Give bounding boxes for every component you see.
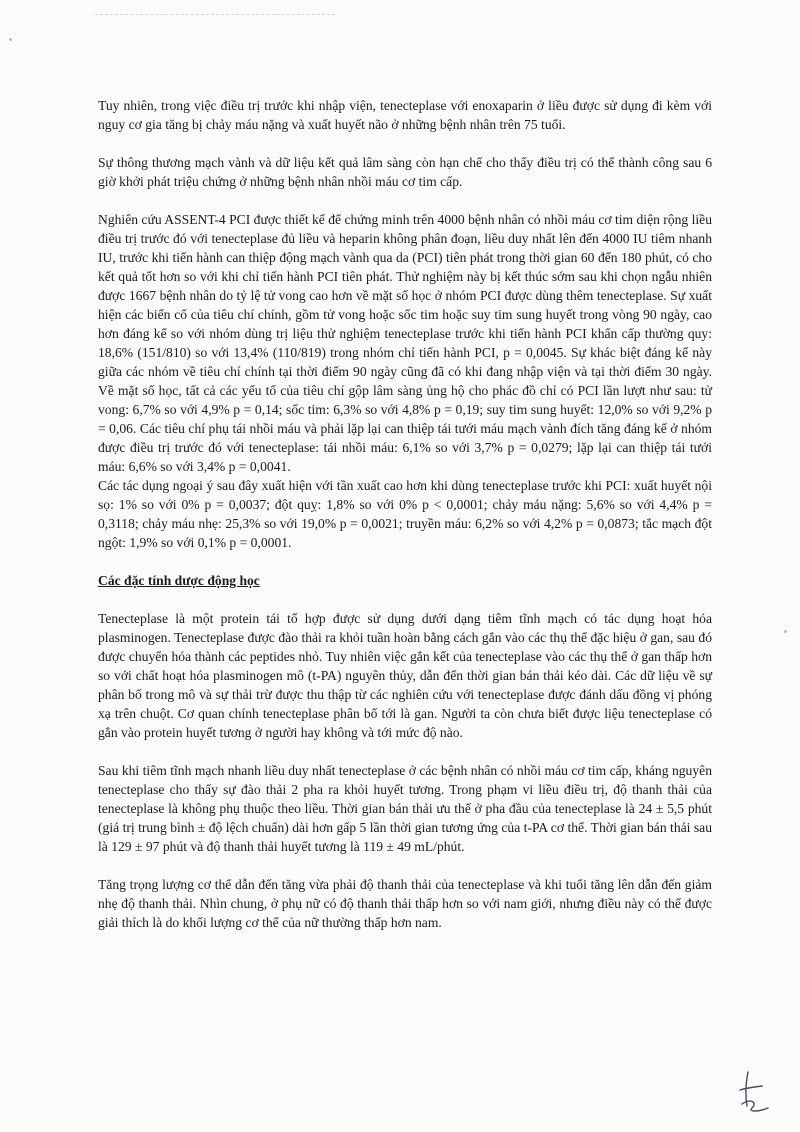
scan-speck: [784, 630, 787, 633]
document-body: [98, 96, 712, 951]
paragraph-adverse-effects: Các tác dụng ngoại ý sau đây xuất hiện với tần xuất cao hơn khi dùng tenecteplase trước khi PCI: xuất huyết nội sọ: 1% so với 0% p = 0,0037; đột quỵ: 1,8% so với 0% p < 0,0001; chảy máu nặng: 5,6% so với 4,4% p = 0,3118; chảy máu nhẹ: 25,3% so với 19,0% p = 0,0021; truyền máu: 6,2% so với 4,2% p = 0,0873; tắc mạch đột ngột: 1,9% so với 0,1% p = 0,0001.: [98, 478, 712, 550]
paragraph-clearance: Tăng trọng lượng cơ thể dẫn đến tăng vừa phải độ thanh thải của tenecteplase và khi tuổi tăng lên dẫn đến giảm nhẹ độ thanh thải. Nhìn chung, ở phụ nữ có độ thanh thải thấp hơn so với nam giới, nhưng điều này có thể được giải thích là do khối lượng cơ thể của nữ thường thấp hơn nam.: [98, 877, 712, 930]
paragraph-assent4: Nghiên cứu ASSENT-4 PCI được thiết kế để chứng minh trên 4000 bệnh nhân có nhồi máu cơ tim diện rộng liều điều trị trước đó với tenecteplase đủ liều và heparin không phân đoạn, liều duy nhất lên đến 4000 IU tiêm nhanh IU, trước khi tiến hành can thiệp động mạch vành qua da (PCI) tiên phát trong thời gian 60 đến 180 phút, có cho kết quả tốt hơn so với khi chỉ tiến hành PCI tiên phát. Thử nghiệm này bị kết thúc sớm sau khi chọn ngẫu nhiên được 1667 bệnh nhân do tỷ lệ tử vong cao hơn về mặt số học ở nhóm PCI được dùng thêm tenecteplase. Sự xuất hiện các biến cố của tiêu chí chính, gồm tử vong hoặc sốc tim hoặc suy tim sung huyết trong vòng 90 ngày, cao hơn đáng kể so với nhóm dùng trị liệu thử nghiệm tenecteplase trước khi tiến hành PCI khẩn cấp thường quy: 18,6% (151/810) so với 13,4% (110/819) trong nhóm chỉ tiến hành PCI, p = 0,0045. Sự khác biệt đáng kể này giữa các nhóm về tiêu chí chính tại thời điểm 90 ngày cũng đã có khi đang nhập viện và tại thời điểm 30 ngày. Về mặt số học, tất cả các yếu tố của tiêu chí gộp lâm sàng ủng hộ cho phác đồ chỉ có PCI lần lượt như sau: tử vong: 6,7% so với 4,9% p = 0,14; sốc tim: 6,3% so với 4,8% p = 0,19; suy tim sung huyết: 12,0% so với 9,2% p = 0,06. Các tiêu chí phụ tái nhồi máu và phải lặp lại can thiệp tái tưới máu mạch vành đích tăng đáng kể ở nhóm được điều trị trước đó với tenecteplase: tái nhồi máu: 6,1% so với 3,7% p = 0,0279; lặp lại can thiệp tái tưới máu: 6,6% so với 3,4% p = 0,0041.: [98, 212, 712, 474]
paragraph-prehospital: Tuy nhiên, trong việc điều trị trước khi nhập viện, tenecteplase với enoxaparin ở liều được sử dụng đi kèm với nguy cơ gia tăng bị chảy máu nặng và xuất huyết não ở những bệnh nhân trên 75 tuổi.: [98, 98, 712, 132]
faint-header-rule: [95, 14, 335, 21]
paragraph-patency: Sự thông thương mạch vành và dữ liệu kết quả lâm sàng còn hạn chế cho thấy điều trị có thể thành công sau 6 giờ khởi phát triệu chứng ở những bệnh nhân nhồi máu cơ tim cấp.: [98, 155, 712, 189]
scan-speck: [9, 38, 12, 41]
paragraph-elimination: Sau khi tiêm tĩnh mạch nhanh liều duy nhất tenecteplase ở các bệnh nhân có nhồi máu cơ tim cấp, kháng nguyên tenecteplase cho thấy sự đào thải 2 pha ra khỏi huyết tương. Trong phạm vi liều điều trị, độ thanh thải của tenecteplase là không phụ thuộc theo liều. Thời gian bán thải ưu thế ở pha đầu của tenecteplase là 24 ± 5,5 phút (giá trị trung bình ± độ lệch chuẩn) dài hơn gấp 5 lần thời gian tương ứng của t-PA cơ thể. Thời gian bán thải sau là 129 ± 97 phút và độ thanh thải huyết tương là 119 ± 49 mL/phút.: [98, 763, 712, 854]
section-heading-pharmacokinetics: Các đặc tính dược động học: [98, 573, 260, 588]
handwritten-initial-mark: [732, 1068, 774, 1116]
paragraph-distribution: Tenecteplase là một protein tái tổ hợp được sử dụng dưới dạng tiêm tĩnh mạch có tác dụng hoạt hóa plasminogen. Tenecteplase được đào thải ra khỏi tuần hoàn bằng cách gắn vào các thụ thể đặc hiệu ở gan, sau đó được chuyển hóa thành các peptides nhỏ. Tuy nhiên việc gắn kết của tenecteplase vào các thụ thể ở gan thấp hơn so với chất hoạt hóa plasminogen mô (t-PA) nguyên thủy, dẫn đến thời gian bán thải kéo dài. Các dữ liệu về sự phân bố trong mô và sự thải trừ được thu thập từ các nghiên cứu với tenecteplase được đánh dấu đồng vị phóng xạ trên chuột. Cơ quan chính tenecteplase phân bố tới là gan. Người ta còn chưa biết được liệu tenecteplase có gắn vào protein huyết tương ở người hay không và tới mức độ nào.: [98, 611, 712, 740]
